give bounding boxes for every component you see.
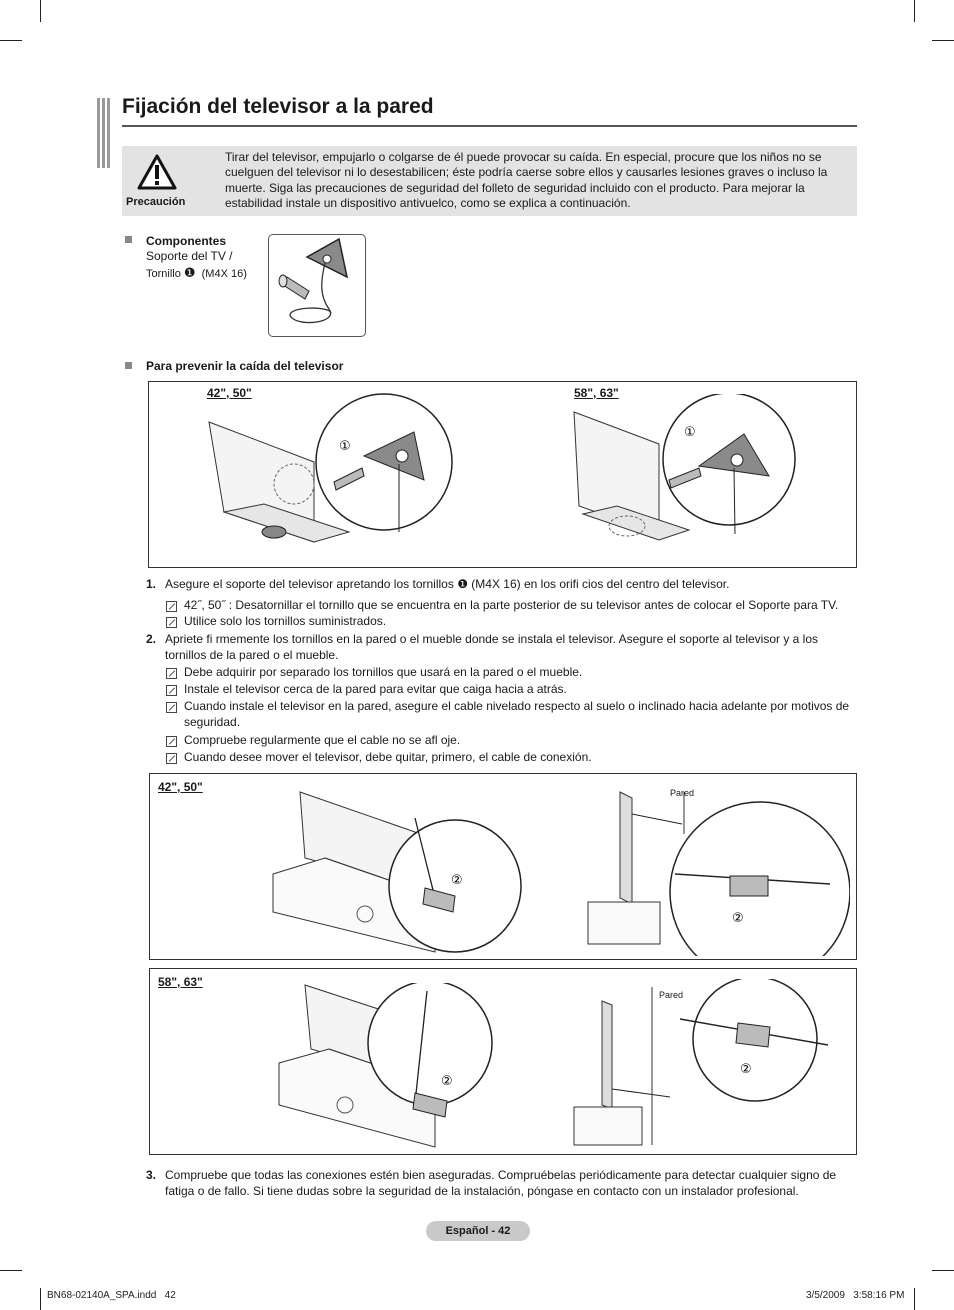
bracket-screw-illustration: [269, 235, 365, 336]
wall-label: Pared: [670, 788, 695, 798]
note-2a: Debe adquirir por separado los tornillos que usará en la pared o el mueble.: [184, 665, 583, 679]
note-icon: [166, 617, 177, 628]
circled-number-2: ②: [740, 1062, 752, 1077]
warning-icon: [137, 154, 177, 190]
note-1a: 42˝, 50˝ : Desatornillar el tornillo que se encuentra en la parte posterior de su televisor antes de colocar el Soporte para TV.: [184, 598, 839, 612]
step-3-text: Compruebe que todas las conexiones estén bien aseguradas. Compruébelas periódicamente para detectar cualquier signo de fatiga o de fallo. Si tiene dudas sobre la seguridad de la instalación, póngase en contacto con un instalador profesional.: [165, 1168, 837, 1198]
file-slug: BN68-02140A_SPA.indd 42: [47, 1290, 176, 1301]
circled-number-1: ①: [339, 439, 351, 454]
crop-mark: [0, 1270, 22, 1271]
wall-label: Pared: [659, 990, 684, 1000]
size-label-42-50: 42", 50": [207, 386, 252, 400]
component-image-box: [268, 234, 366, 337]
components-line1: Soporte del TV /: [146, 249, 233, 263]
components-line2-suffix: (M4X 16): [201, 268, 247, 280]
circled-number: ❶: [183, 265, 196, 280]
size-label-58-63: 58", 63": [158, 975, 203, 989]
tv-furniture-illustration: [265, 788, 525, 956]
circled-number-1: ①: [684, 425, 696, 440]
note-icon: [166, 702, 177, 713]
note-icon: [166, 753, 177, 764]
circled-number: ❶: [457, 577, 468, 591]
bullet-square: [125, 236, 132, 243]
warning-text: Tirar del televisor, empujarlo o colgarse de él puede provocar su caída. En especial, procure que los niños no se cuelguen del televisor ni lo desestabilicen; éste podría caerse sobre ellos y causarles lesiones graves o incluso la muerte. Siga las precauciones de seguridad del folleto de seguridad incluido con el producto. Para mejorar la estabilidad instale un dispositivo antivuelco, como se explica a continuación.: [225, 150, 828, 210]
circled-number-2: ②: [451, 873, 463, 888]
date-slug: 3/5/2009 3:58:16 PM: [806, 1290, 905, 1301]
components-heading: Componentes: [146, 234, 227, 248]
crop-mark: [914, 1288, 915, 1310]
warning-label: Precaución: [126, 196, 186, 208]
size-label-58-63: 58", 63": [574, 386, 619, 400]
figure-2: [149, 773, 857, 960]
note-icon: [166, 736, 177, 747]
crop-mark: [932, 1270, 954, 1271]
step-1-text: [165, 577, 855, 593]
components-line2: [146, 265, 247, 281]
wall-side-illustration: [570, 979, 850, 1151]
wall-side-illustration: [580, 784, 850, 956]
step-number: 3.: [146, 1168, 157, 1182]
note-icon: [166, 601, 177, 612]
crop-mark: [914, 0, 915, 22]
tv-furniture-illustration: [275, 983, 525, 1151]
note-2c: Cuando instale el televisor en la pared, asegure el cable nivelado respecto al suelo o inclinado hacia adelante por motivos de seguridad.: [184, 699, 850, 729]
crop-mark: [40, 0, 41, 22]
page-title: Fijación del televisor a la pared: [122, 95, 434, 118]
note-2b: Instale el televisor cerca de la pared para evitar que caiga hacia a atrás.: [184, 682, 567, 696]
step-number: 1.: [146, 577, 157, 591]
page-number-badge: Español - 42: [426, 1221, 530, 1241]
step-1-text-b: (M4X 16) en los orifi cios del centro del televisor.: [471, 577, 730, 591]
crop-mark: [0, 40, 22, 41]
components-line2-prefix: Tornillo: [146, 268, 181, 280]
figure-3: [149, 968, 857, 1155]
step-number: 2.: [146, 632, 157, 646]
crop-mark: [40, 1288, 41, 1310]
note-2e: Cuando desee mover el televisor, debe quitar, primero, el cable de conexión.: [184, 750, 592, 764]
tv-bracket-illustration-right: [569, 394, 799, 566]
title-rule: [122, 125, 857, 127]
circled-number-2: ②: [441, 1074, 453, 1089]
step-1-text-a: Asegure el soporte del televisor apretando los tornillos: [165, 577, 454, 591]
note-2d: Compruebe regularmente que el cable no se afl oje.: [184, 733, 461, 747]
size-label-42-50: 42", 50": [158, 780, 203, 794]
figure-1: [148, 381, 857, 568]
title-decoration: [97, 98, 111, 168]
crop-mark: [932, 40, 954, 41]
note-1b: Utilice solo los tornillos suministrados.: [184, 614, 387, 628]
note-icon: [166, 685, 177, 696]
circled-number-2: ②: [732, 911, 744, 926]
tv-bracket-illustration-left: [204, 392, 464, 564]
bullet-square: [125, 362, 132, 369]
prevent-heading: Para prevenir la caída del televisor: [146, 359, 344, 373]
step-2-text: Apriete fi rmemente los tornillos en la pared o el mueble donde se instala el televisor. Asegure el soporte al televisor y a los tornillos de la pared o el mueble.: [165, 632, 819, 662]
note-icon: [166, 668, 177, 679]
